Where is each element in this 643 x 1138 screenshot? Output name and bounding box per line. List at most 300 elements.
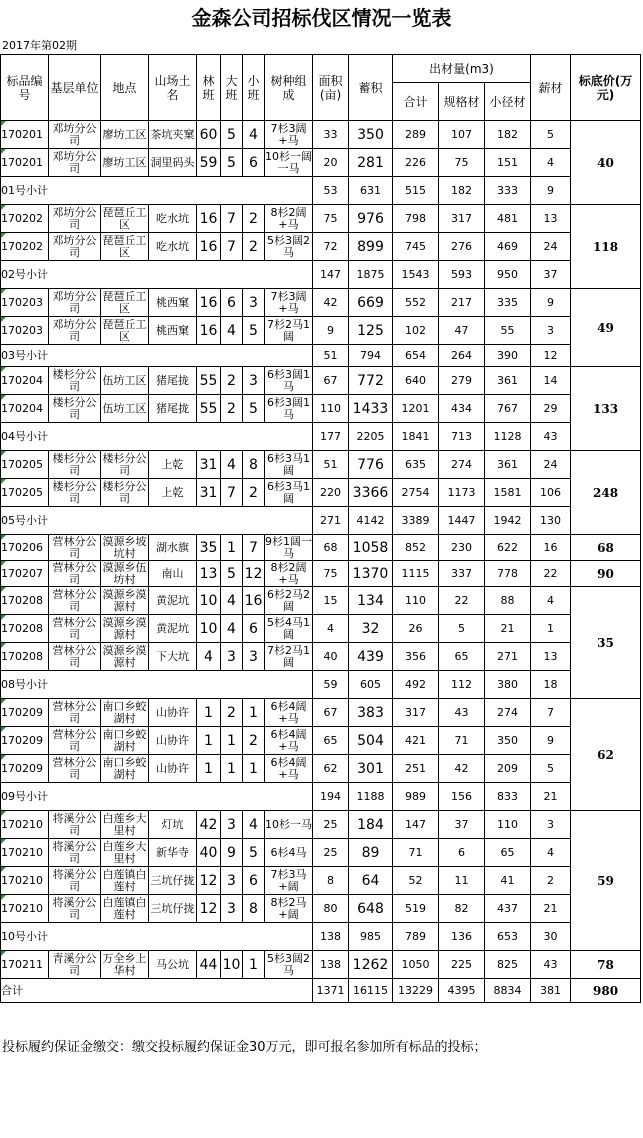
- code-text: 08号小计: [1, 677, 48, 691]
- cell-yield-small: 182: [485, 121, 531, 149]
- cell-big-block: 7: [221, 205, 243, 233]
- cell-yield-spec: 47: [439, 317, 485, 345]
- cell-yield-spec: 317: [439, 205, 485, 233]
- cell-small-block: 6: [243, 867, 265, 895]
- cell-fuelwood: 3: [531, 811, 571, 839]
- cell-place: 猪尾拢: [149, 395, 197, 423]
- cell-fuelwood: 4: [531, 149, 571, 177]
- cell-yield-spec: 1173: [439, 479, 485, 507]
- comment-marker-icon: [1, 121, 6, 126]
- table-row: [1, 783, 641, 811]
- cell-forest-block: 16: [197, 233, 221, 261]
- cell-unit: 营林分公司: [49, 615, 101, 643]
- cell-fuelwood: 16: [531, 535, 571, 561]
- code-text: 170203: [1, 295, 43, 309]
- cell-yield-spec: 112: [439, 671, 485, 699]
- header-code: 标品编号: [1, 55, 49, 121]
- cell-reserve-price: 68: [571, 535, 641, 561]
- cell-big-block: 1: [221, 755, 243, 783]
- cell-code: [1, 261, 313, 289]
- cell-small-block: 4: [243, 811, 265, 839]
- cell-unit: 营林分公司: [49, 587, 101, 615]
- cell-yield-small: 335: [485, 289, 531, 317]
- cell-forest-block: 1: [197, 699, 221, 727]
- cell-area: 59: [313, 671, 349, 699]
- cell-stock: 504: [349, 727, 393, 755]
- cell-place: 黄泥坑: [149, 615, 197, 643]
- cell-species: 6杉2马2阔: [265, 587, 313, 615]
- cell-place: 新华寺: [149, 839, 197, 867]
- cell-yield-small: 1581: [485, 479, 531, 507]
- comment-marker-icon: [1, 895, 6, 900]
- cell-small-block: 2: [243, 233, 265, 261]
- cell-fuelwood: 13: [531, 643, 571, 671]
- cell-location: 漠源乡漠源村: [102, 643, 147, 669]
- comment-marker-icon: [1, 479, 6, 484]
- table-row: [1, 451, 641, 479]
- cell-small-block: 6: [243, 149, 265, 177]
- cell-stock: 605: [349, 671, 393, 699]
- comment-marker-icon: [1, 205, 6, 210]
- code-text: 170208: [1, 621, 43, 635]
- cell-fuelwood: 3: [531, 317, 571, 345]
- cell-area: 20: [313, 149, 349, 177]
- cell-area: 53: [313, 177, 349, 205]
- cell-code: [1, 839, 49, 867]
- cell-stock: 776: [349, 451, 393, 479]
- cell-small-block: 1: [243, 699, 265, 727]
- cell-yield-small: 437: [485, 895, 531, 923]
- code-text: 170206: [1, 540, 43, 554]
- cell-yield-spec: 279: [439, 367, 485, 395]
- cell-place: 桃西窠: [149, 317, 197, 345]
- cell-yield-total: 1841: [393, 423, 439, 451]
- cell-big-block: 3: [221, 811, 243, 839]
- comment-marker-icon: [1, 839, 6, 844]
- cell-code: [1, 423, 313, 451]
- cell-species: 6杉4马: [265, 839, 313, 867]
- cell-fuelwood: 21: [531, 783, 571, 811]
- header-small: 小班: [243, 55, 265, 121]
- code-text: 170210: [1, 873, 43, 887]
- cell-reserve-price: 62: [571, 699, 641, 811]
- cell-place: 下大坑: [149, 643, 197, 671]
- cell-small-block: 8: [243, 895, 265, 923]
- comment-marker-icon: [1, 395, 6, 400]
- cell-forest-block: 44: [197, 951, 221, 979]
- cell-code: [1, 121, 49, 149]
- code-text: 170208: [1, 593, 43, 607]
- cell-yield-small: 209: [485, 755, 531, 783]
- cell-fuelwood: 30: [531, 923, 571, 951]
- cell-yield-spec: 274: [439, 451, 485, 479]
- cell-forest-block: 1: [197, 755, 221, 783]
- cell-yield-small: 361: [485, 451, 531, 479]
- cell-fuelwood: 381: [531, 979, 571, 1003]
- cell-area: 1371: [313, 979, 349, 1003]
- cell-species: 5杉3阔2马: [265, 233, 313, 261]
- table-row: [1, 895, 641, 923]
- cell-forest-block: 31: [197, 451, 221, 479]
- cell-unit: 邓坊分公司: [49, 205, 101, 233]
- cell-small-block: 3: [243, 289, 265, 317]
- cell-place: 茶坑夹窠: [149, 121, 197, 149]
- cell-yield-small: 8834: [485, 979, 531, 1003]
- cell-place: 洞里码头: [149, 149, 197, 177]
- cell-forest-block: 1: [197, 727, 221, 755]
- cell-code: [1, 205, 49, 233]
- cell-yield-small: 361: [485, 367, 531, 395]
- comment-marker-icon: [1, 149, 6, 154]
- code-text: 02号小计: [1, 267, 48, 281]
- cell-code: [1, 367, 49, 395]
- table-row: [1, 367, 641, 395]
- cell-small-block: 1: [243, 755, 265, 783]
- cell-area: 75: [313, 205, 349, 233]
- cell-location: 南口乡蛟湖村: [102, 755, 147, 781]
- comment-marker-icon: [1, 587, 6, 592]
- cell-forest-block: 16: [197, 205, 221, 233]
- cell-unit: 邓坊分公司: [49, 149, 101, 177]
- cell-big-block: 4: [221, 317, 243, 345]
- cell-yield-total: 552: [393, 289, 439, 317]
- cell-yield-spec: 43: [439, 699, 485, 727]
- code-text: 170201: [1, 155, 43, 169]
- cell-location: 琵琶丘工区: [102, 317, 147, 343]
- comment-marker-icon: [1, 367, 6, 372]
- cell-area: 271: [313, 507, 349, 535]
- cell-fuelwood: 13: [531, 205, 571, 233]
- cell-fuelwood: 21: [531, 895, 571, 923]
- code-text: 09号小计: [1, 789, 48, 803]
- cell-code: [1, 149, 49, 177]
- cell-yield-spec: 337: [439, 561, 485, 587]
- cell-stock: 281: [349, 149, 393, 177]
- cell-yield-spec: 11: [439, 867, 485, 895]
- header-big: 大班: [221, 55, 243, 121]
- cell-small-block: 16: [243, 587, 265, 615]
- table-row: [1, 867, 641, 895]
- cell-stock: 648: [349, 895, 393, 923]
- cell-stock: 1188: [349, 783, 393, 811]
- code-text: 170207: [1, 566, 43, 580]
- cell-yield-total: 251: [393, 755, 439, 783]
- table-row: [1, 951, 641, 979]
- cell-species: 7杉3马+阔: [265, 867, 313, 895]
- cell-stock: 1058: [349, 535, 393, 561]
- cell-code: [1, 561, 49, 587]
- cell-forest-block: 55: [197, 367, 221, 395]
- cell-yield-spec: 713: [439, 423, 485, 451]
- cell-species: 7杉3阔+马: [265, 289, 313, 317]
- cell-big-block: 4: [221, 615, 243, 643]
- cell-forest-block: 59: [197, 149, 221, 177]
- cell-place: 吃水坑: [149, 205, 197, 233]
- cell-fuelwood: 12: [531, 345, 571, 367]
- cell-yield-spec: 75: [439, 149, 485, 177]
- cell-unit: 将溪分公司: [49, 895, 101, 923]
- cell-yield-spec: 42: [439, 755, 485, 783]
- cell-yield-spec: 1447: [439, 507, 485, 535]
- code-text: 170203: [1, 323, 43, 337]
- cell-yield-small: 333: [485, 177, 531, 205]
- cell-location: 白莲乡大里村: [102, 839, 147, 865]
- cell-place: 湖水旗: [149, 535, 197, 561]
- comment-marker-icon: [1, 755, 6, 760]
- code-text: 04号小计: [1, 429, 48, 443]
- cell-yield-total: 147: [393, 811, 439, 839]
- cell-unit: 楼杉分公司: [49, 395, 101, 423]
- cell-code: [1, 451, 49, 479]
- cell-location: 南口乡蛟湖村: [102, 699, 147, 725]
- header-smallwood: 小径材: [485, 83, 531, 121]
- cell-small-block: 3: [243, 367, 265, 395]
- code-text: 03号小计: [1, 348, 48, 362]
- table-row: [1, 923, 641, 951]
- cell-forest-block: 10: [197, 615, 221, 643]
- header-stock: 蓄积: [349, 55, 393, 121]
- comment-marker-icon: [1, 615, 6, 620]
- table-row: [1, 205, 641, 233]
- cell-yield-spec: 4395: [439, 979, 485, 1003]
- table-row: [1, 395, 641, 423]
- header-area: 面积(亩): [313, 55, 349, 121]
- code-text: 170209: [1, 705, 43, 719]
- cell-stock: 794: [349, 345, 393, 367]
- cell-code: [1, 507, 313, 535]
- cell-location: 南口乡蛟湖村: [102, 727, 147, 753]
- table-row: [1, 755, 641, 783]
- cell-location: 漠源乡伍坊村: [102, 560, 147, 586]
- cell-stock: 899: [349, 233, 393, 261]
- cell-yield-total: 745: [393, 233, 439, 261]
- cell-yield-total: 1115: [393, 561, 439, 587]
- cell-yield-small: 1942: [485, 507, 531, 535]
- code-text: 170209: [1, 761, 43, 775]
- cell-unit: 将溪分公司: [49, 839, 101, 867]
- cell-place: 三坑仔拢: [149, 895, 197, 923]
- cell-area: 8: [313, 867, 349, 895]
- cell-unit: 营林分公司: [49, 561, 101, 587]
- cell-species: 5杉3阔2马: [265, 951, 313, 979]
- header-spec: 规格材: [439, 83, 485, 121]
- cell-reserve-price: 248: [571, 451, 641, 535]
- code-text: 170210: [1, 817, 43, 831]
- cell-code: [1, 811, 49, 839]
- cell-fuelwood: 7: [531, 699, 571, 727]
- cell-area: 42: [313, 289, 349, 317]
- cell-yield-total: 798: [393, 205, 439, 233]
- cell-yield-spec: 225: [439, 951, 485, 979]
- cell-yield-small: 151: [485, 149, 531, 177]
- cell-yield-total: 1050: [393, 951, 439, 979]
- cell-yield-total: 654: [393, 345, 439, 367]
- table-body: [1, 121, 641, 1003]
- code-text: 10号小计: [1, 929, 48, 943]
- cell-location: 万全乡上华村: [102, 951, 147, 977]
- cell-code: [1, 895, 49, 923]
- cell-fuelwood: 106: [531, 479, 571, 507]
- cell-reserve-price: 133: [571, 367, 641, 451]
- cell-yield-spec: 22: [439, 587, 485, 615]
- table-row: [1, 535, 641, 561]
- cell-yield-total: 635: [393, 451, 439, 479]
- cell-place: 南山: [149, 561, 197, 587]
- cell-code: [1, 177, 313, 205]
- table-row: [1, 479, 641, 507]
- code-text: 合计: [1, 983, 23, 997]
- cell-area: 67: [313, 367, 349, 395]
- table-row: [1, 233, 641, 261]
- cell-area: 62: [313, 755, 349, 783]
- comment-marker-icon: [1, 867, 6, 872]
- cell-area: 4: [313, 615, 349, 643]
- cell-location: 伍坊工区: [101, 395, 149, 423]
- comment-marker-icon: [1, 535, 6, 540]
- cell-code: [1, 317, 49, 345]
- cell-stock: 631: [349, 177, 393, 205]
- cell-small-block: 7: [243, 535, 265, 561]
- cell-yield-spec: 593: [439, 261, 485, 289]
- cell-code: [1, 951, 49, 979]
- cell-area: 147: [313, 261, 349, 289]
- cell-stock: 350: [349, 121, 393, 149]
- comment-marker-icon: [1, 289, 6, 294]
- header-yield: 出材量(m3): [393, 55, 531, 83]
- cell-location: 白莲镇白莲村: [102, 867, 147, 893]
- cell-fuelwood: 22: [531, 561, 571, 587]
- cell-fuelwood: 24: [531, 233, 571, 261]
- code-text: 170205: [1, 457, 43, 471]
- header-unit: 基层单位: [49, 55, 101, 121]
- cell-area: 15: [313, 587, 349, 615]
- cell-unit: 楼杉分公司: [49, 451, 101, 479]
- cell-area: 80: [313, 895, 349, 923]
- cell-location: 楼杉分公司: [102, 479, 147, 505]
- cell-fuelwood: 5: [531, 755, 571, 783]
- table-row: [1, 345, 641, 367]
- cell-stock: 125: [349, 317, 393, 345]
- deposit-note: 投标履约保证金缴交：缴交投标履约保证金30万元，即可报名参加所有标品的投标；: [2, 1040, 487, 1055]
- cell-code: [1, 643, 49, 671]
- code-text: 170209: [1, 733, 43, 747]
- cell-yield-spec: 65: [439, 643, 485, 671]
- comment-marker-icon: [1, 643, 6, 648]
- cell-fuelwood: 18: [531, 671, 571, 699]
- cell-yield-total: 640: [393, 367, 439, 395]
- cell-stock: 2205: [349, 423, 393, 451]
- cell-yield-total: 519: [393, 895, 439, 923]
- table-row: [1, 121, 641, 149]
- cell-forest-block: 4: [197, 643, 221, 671]
- cell-small-block: 2: [243, 727, 265, 755]
- cell-yield-total: 226: [393, 149, 439, 177]
- cell-species: 8杉2马+阔: [265, 895, 313, 923]
- cell-area: 138: [313, 923, 349, 951]
- header-price: 标底价(万元): [571, 55, 641, 121]
- cell-yield-total: 317: [393, 699, 439, 727]
- cell-fuelwood: 14: [531, 367, 571, 395]
- cell-yield-total: 26: [393, 615, 439, 643]
- cell-yield-spec: 434: [439, 395, 485, 423]
- cell-location: 琵琶丘工区: [102, 205, 147, 231]
- cell-yield-small: 778: [485, 561, 531, 587]
- cell-fuelwood: 43: [531, 423, 571, 451]
- cell-yield-total: 492: [393, 671, 439, 699]
- cell-yield-small: 767: [485, 395, 531, 423]
- cell-stock: 1262: [349, 951, 393, 979]
- cell-fuelwood: 4: [531, 587, 571, 615]
- cell-yield-total: 102: [393, 317, 439, 345]
- cell-area: 68: [313, 535, 349, 561]
- cell-stock: 184: [349, 811, 393, 839]
- cell-yield-small: 271: [485, 643, 531, 671]
- cell-stock: 439: [349, 643, 393, 671]
- header-location: 地点: [101, 55, 149, 121]
- cell-small-block: 2: [243, 479, 265, 507]
- cell-area: 40: [313, 643, 349, 671]
- cell-fuelwood: 29: [531, 395, 571, 423]
- cell-yield-small: 653: [485, 923, 531, 951]
- cell-big-block: 4: [221, 451, 243, 479]
- cell-code: [1, 395, 49, 423]
- cell-fuelwood: 5: [531, 121, 571, 149]
- cell-small-block: 5: [243, 395, 265, 423]
- cell-unit: 邓坊分公司: [49, 317, 101, 345]
- cell-yield-small: 469: [485, 233, 531, 261]
- cell-forest-block: 60: [197, 121, 221, 149]
- cell-fuelwood: 9: [531, 727, 571, 755]
- comment-marker-icon: [1, 727, 6, 732]
- cell-big-block: 7: [221, 479, 243, 507]
- cell-species: 10杉一阔一马: [265, 149, 312, 175]
- table-row: [1, 317, 641, 345]
- cell-location: 漠源乡坡坑村: [102, 534, 147, 560]
- cell-fuelwood: 24: [531, 451, 571, 479]
- cell-code: [1, 671, 313, 699]
- cell-yield-small: 110: [485, 811, 531, 839]
- cell-place: 猪尾拢: [149, 367, 197, 395]
- cell-reserve-price: 49: [571, 289, 641, 367]
- cell-big-block: 2: [221, 699, 243, 727]
- cell-area: 177: [313, 423, 349, 451]
- cell-location: 白莲镇白莲村: [102, 895, 147, 921]
- cell-code: [1, 923, 313, 951]
- cell-fuelwood: 43: [531, 951, 571, 979]
- table-row: [1, 507, 641, 535]
- cell-location: 琵琶丘工区: [102, 233, 147, 259]
- cell-location: 楼杉分公司: [102, 451, 147, 477]
- comment-marker-icon: [1, 317, 6, 322]
- cell-species: 7杉3阔+马: [265, 121, 313, 149]
- cell-forest-block: 10: [197, 587, 221, 615]
- cell-yield-small: 380: [485, 671, 531, 699]
- cell-unit: 邓坊分公司: [49, 233, 101, 261]
- header-fuel: 薪材: [531, 55, 571, 121]
- cell-yield-small: 825: [485, 951, 531, 979]
- cell-yield-small: 350: [485, 727, 531, 755]
- table-row: [1, 811, 641, 839]
- cell-code: [1, 289, 49, 317]
- cell-yield-spec: 156: [439, 783, 485, 811]
- cell-species: 6杉4阔+马: [265, 699, 313, 727]
- code-text: 170205: [1, 485, 43, 499]
- cell-unit: 营林分公司: [49, 699, 101, 727]
- code-text: 05号小计: [1, 513, 48, 527]
- cell-small-block: 8: [243, 451, 265, 479]
- cell-yield-spec: 82: [439, 895, 485, 923]
- cell-big-block: 1: [221, 535, 243, 561]
